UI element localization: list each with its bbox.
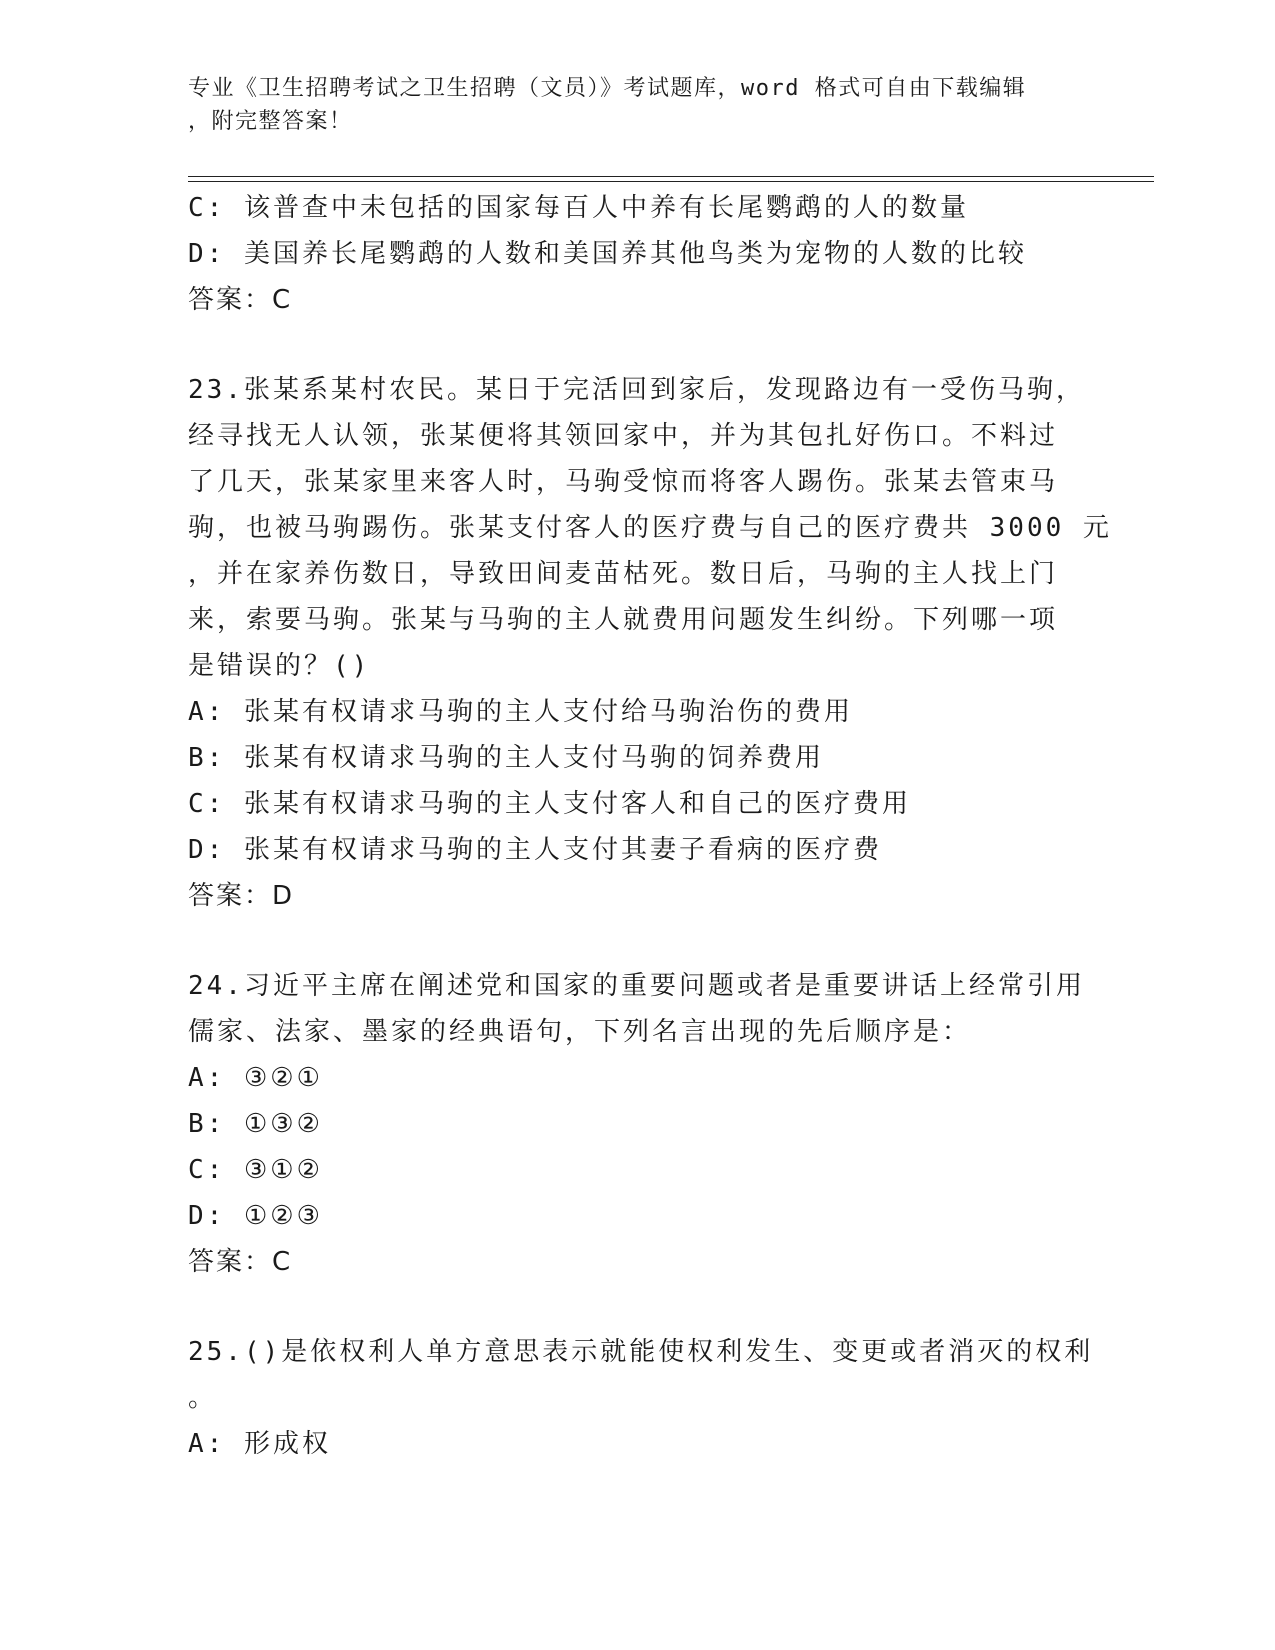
question-25-stem-line: 。 (188, 1383, 218, 1413)
question-23 (188, 367, 1112, 919)
spacer (188, 1285, 1068, 1329)
question-25-stem-line: 25.()是依权利人单方意思表示就能使权利发生、变更或者消灭的权利 (188, 1337, 1094, 1367)
question-content (188, 185, 1112, 1467)
question-23-answer: 答案：D (188, 881, 295, 911)
question-23-option-d: D: 张某有权请求马驹的主人支付其妻子看病的医疗费 (188, 835, 882, 865)
question-24-option-d: D: ①②③ (188, 1201, 323, 1231)
question-22-option-c: C: 该普查中未包括的国家每百人中养有长尾鹦鹉的人的数量 (188, 193, 969, 223)
spacer (188, 919, 1068, 963)
question-25 (188, 1329, 1094, 1467)
question-23-stem-line: 23.张某系某村农民。某日于完活回到家后，发现路边有一受伤马驹， (188, 375, 1085, 405)
question-22-tail (188, 185, 1068, 323)
question-23-stem-line: 了几天，张某家里来客人时，马驹受惊而将客人踢伤。张某去管束马 (188, 467, 1059, 497)
question-22-option-d: D: 美国养长尾鹦鹉的人数和美国养其他鸟类为宠物的人数的比较 (188, 239, 1027, 269)
question-23-option-b: B: 张某有权请求马驹的主人支付马驹的饲养费用 (188, 743, 824, 773)
question-23-option-a: A: 张某有权请求马驹的主人支付给马驹治伤的费用 (188, 697, 853, 727)
question-24-stem-line: 24.习近平主席在阐述党和国家的重要问题或者是重要讲话上经常引用 (188, 971, 1085, 1001)
document-header (188, 72, 1068, 138)
header-line-2: ，附完整答案！ (188, 109, 353, 134)
question-24-option-a: A: ③②① (188, 1063, 323, 1093)
header-divider-bottom (188, 181, 1154, 182)
question-23-stem-line: ，并在家养伤数日，导致田间麦苗枯死。数日后，马驹的主人找上门 (188, 559, 1059, 589)
question-23-option-c: C: 张某有权请求马驹的主人支付客人和自己的医疗费用 (188, 789, 911, 819)
question-23-stem-line: 经寻找无人认领，张某便将其领回家中，并为其包扎好伤口。不料过 (188, 421, 1059, 451)
question-23-stem-line: 驹，也被马驹踢伤。张某支付客人的医疗费与自己的医疗费共 3000 元 (188, 513, 1112, 543)
spacer (188, 323, 1068, 367)
question-23-stem-line: 是错误的？() (188, 651, 371, 681)
question-23-stem-line: 来，索要马驹。张某与马驹的主人就费用问题发生纠纷。下列哪一项 (188, 605, 1059, 635)
question-24-option-b: B: ①③② (188, 1109, 323, 1139)
question-24 (188, 963, 1085, 1285)
question-22-answer: 答案：C (188, 285, 293, 315)
header-divider-top (188, 176, 1154, 177)
question-25-option-a: A: 形成权 (188, 1429, 331, 1459)
question-24-option-c: C: ③①② (188, 1155, 323, 1185)
header-line-1: 专业《卫生招聘考试之卫生招聘（文员）》考试题库，word 格式可自由下载编辑 (188, 76, 1027, 101)
question-24-answer: 答案：C (188, 1247, 293, 1277)
question-24-stem-line: 儒家、法家、墨家的经典语句，下列名言出现的先后顺序是： (188, 1017, 972, 1047)
